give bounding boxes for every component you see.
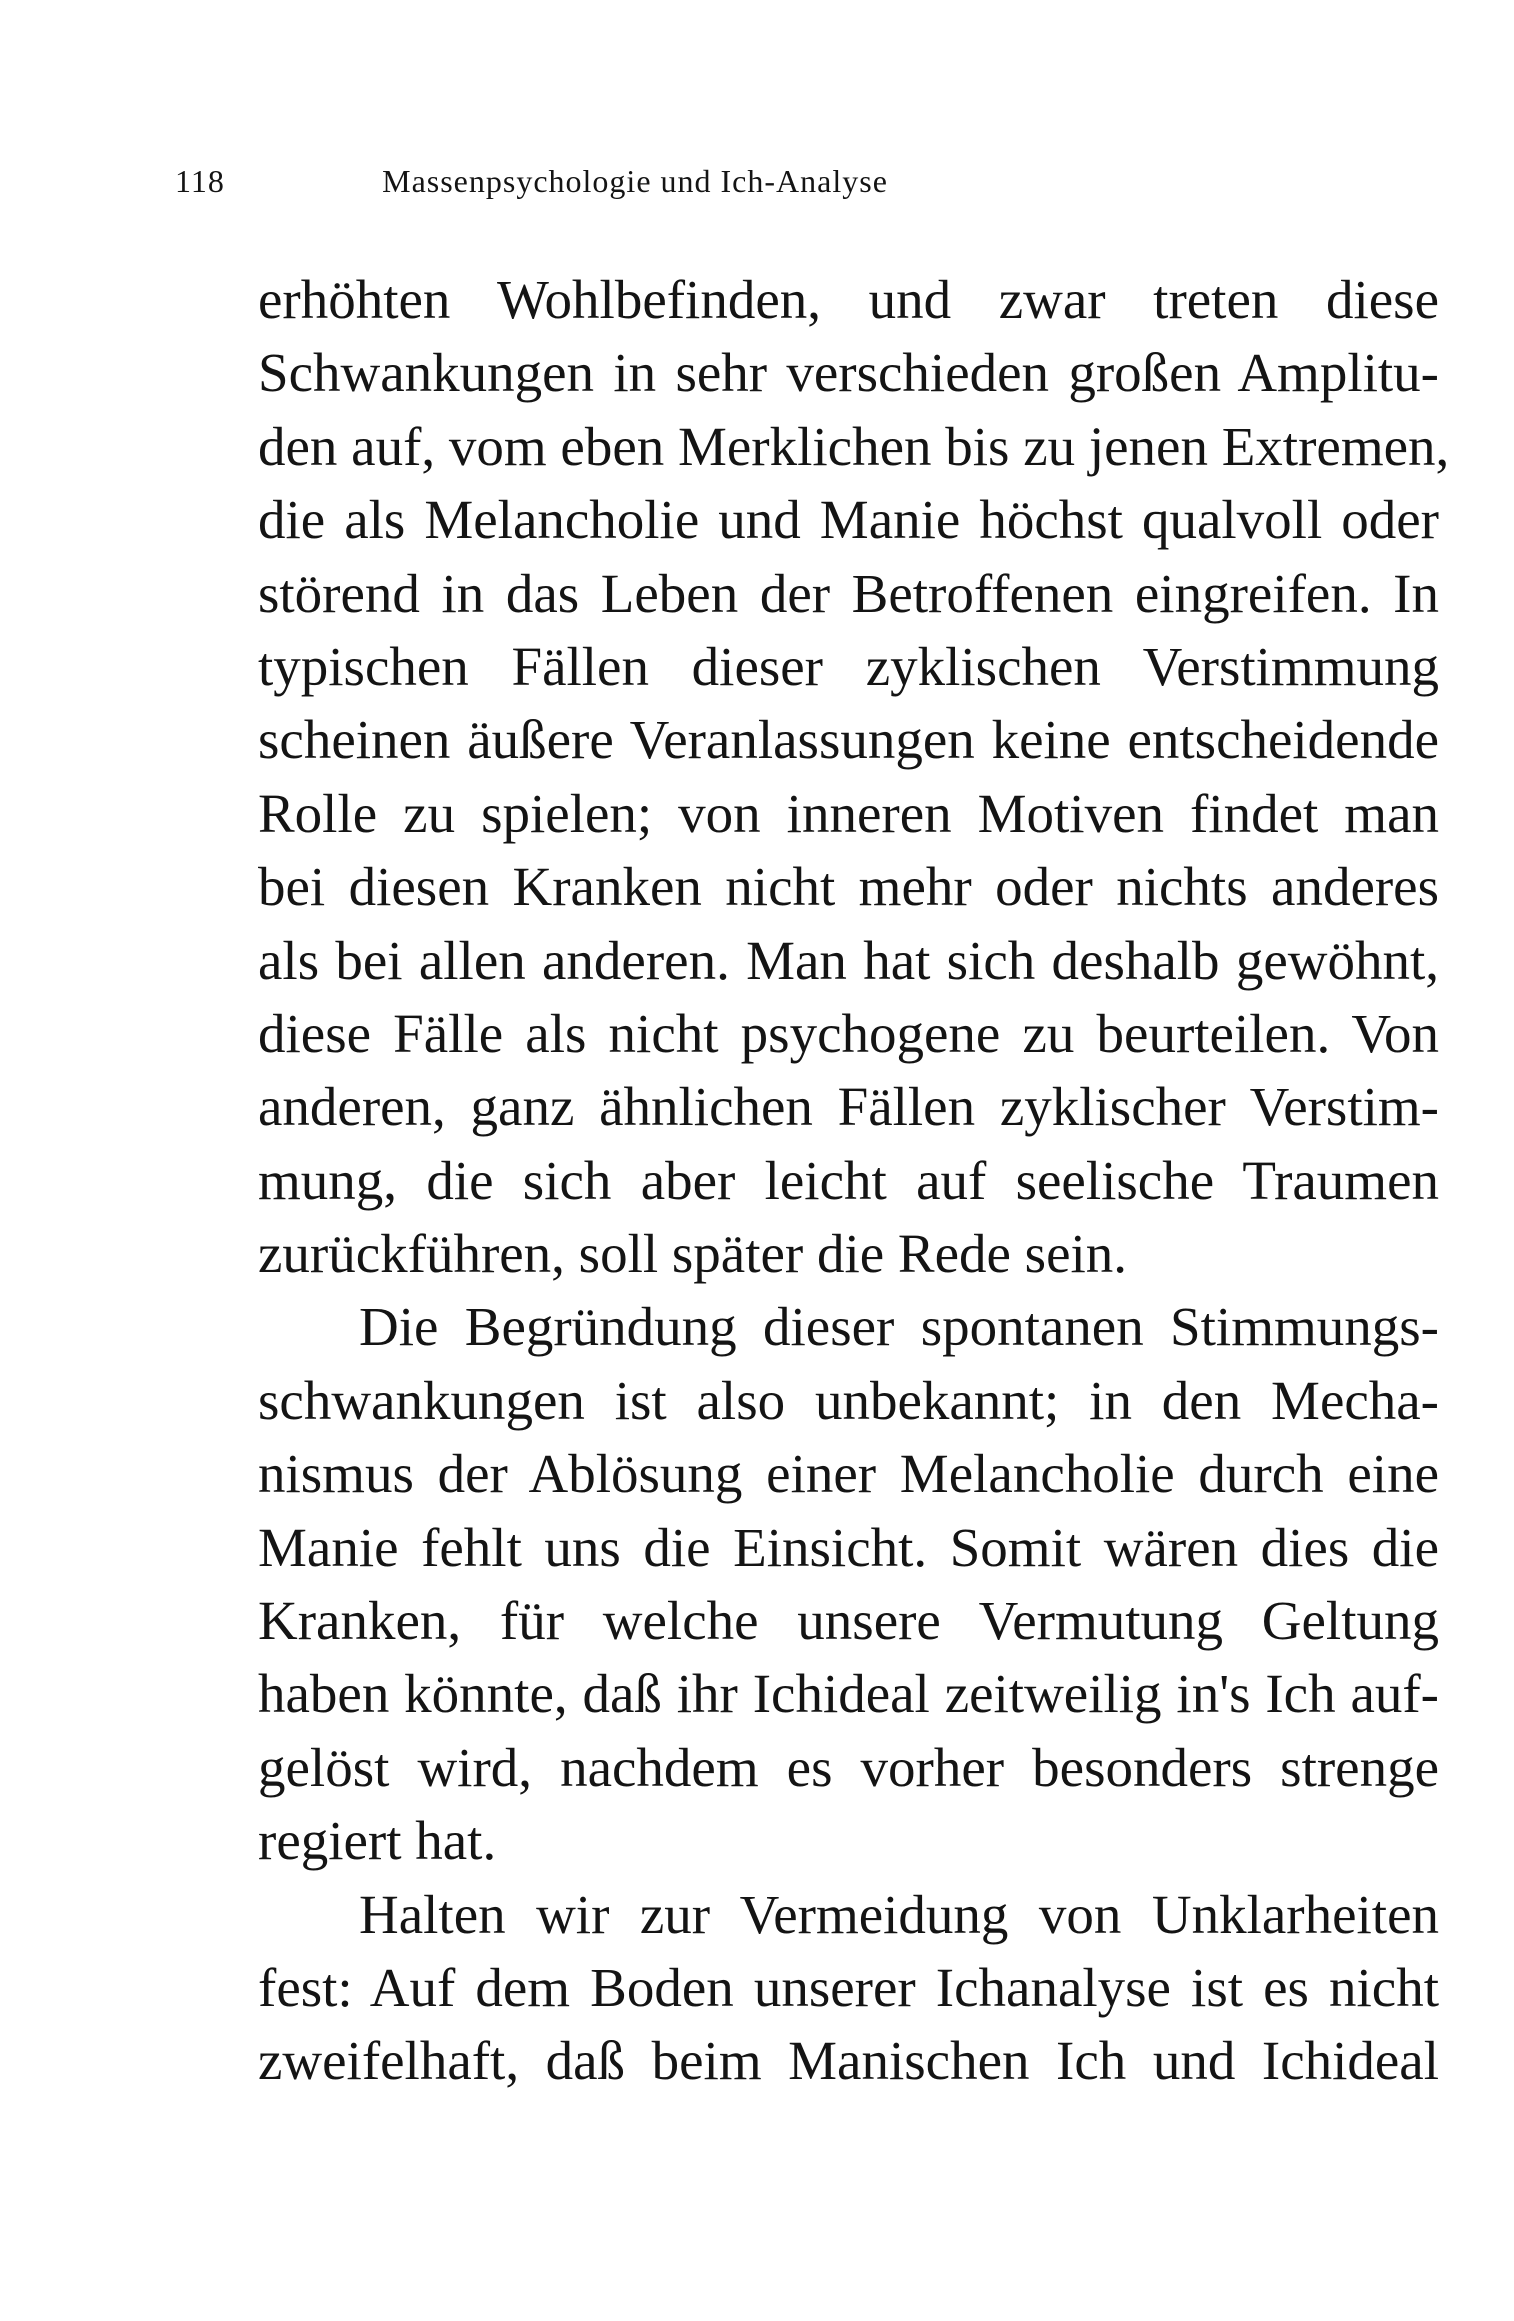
- text-line: zweifelhaft, daß beim Manischen Ich und Ichideal: [258, 2030, 1439, 2092]
- running-title: Massenpsychologie und Ich-Analyse: [382, 163, 888, 199]
- text-line: typischen Fällen dieser zyklischen Verstimmung: [258, 635, 1439, 697]
- text-line: gelöst wird, nachdem es vorher besonders strenge: [258, 1736, 1439, 1798]
- text-line: haben könnte, daß ihr Ichideal zeitweilig in's Ich auf-: [258, 1663, 1439, 1725]
- text-line: störend in das Leben der Betroffenen eingreifen. In: [258, 562, 1439, 624]
- text-line: Kranken, für welche unsere Vermutung Geltung: [258, 1590, 1439, 1652]
- text-line: schwankungen ist also unbekannt; in den Mecha-: [258, 1369, 1439, 1431]
- text-line: bei diesen Kranken nicht mehr oder nichts anderes: [258, 856, 1439, 918]
- body-text: [258, 263, 1450, 2098]
- text-line: den auf, vom eben Merklichen bis zu jenen Extremen,: [258, 415, 1450, 477]
- text-line: anderen, ganz ähnlichen Fällen zyklischer Verstim-: [258, 1076, 1439, 1138]
- text-line: mung, die sich aber leicht auf seelische Traumen: [258, 1149, 1439, 1211]
- page-number: 118: [175, 163, 225, 199]
- text-line: als bei allen anderen. Man hat sich deshalb gewöhnt,: [258, 929, 1439, 991]
- text-line: die als Melancholie und Manie höchst qualvoll oder: [258, 489, 1439, 551]
- text-line: erhöhten Wohlbefinden, und zwar treten diese: [258, 269, 1439, 330]
- text-line-paragraph-start: Halten wir zur Vermeidung von Unklarheiten: [359, 1883, 1439, 1945]
- text-line: Schwankungen in sehr verschieden großen Amplitu-: [258, 342, 1439, 404]
- text-line: diese Fälle als nicht psychogene zu beurteilen. Von: [258, 1002, 1439, 1064]
- text-line: Rolle zu spielen; von inneren Motiven findet man: [258, 782, 1439, 844]
- text-line: Manie fehlt uns die Einsicht. Somit wären dies die: [258, 1516, 1439, 1578]
- text-line-paragraph-start: Die Begründung dieser spontanen Stimmungs-: [359, 1296, 1439, 1358]
- text-line-paragraph-end: regiert hat.: [258, 1810, 497, 1872]
- running-head: [175, 161, 1191, 201]
- text-line-paragraph-end: zurückführen, soll später die Rede sein.: [258, 1223, 1128, 1285]
- text-line: fest: Auf dem Boden unserer Ichanalyse ist es nicht: [258, 1956, 1439, 2018]
- text-line: scheinen äußere Veranlassungen keine entscheidende: [258, 709, 1439, 771]
- text-line: nismus der Ablösung einer Melancholie durch eine: [258, 1443, 1439, 1505]
